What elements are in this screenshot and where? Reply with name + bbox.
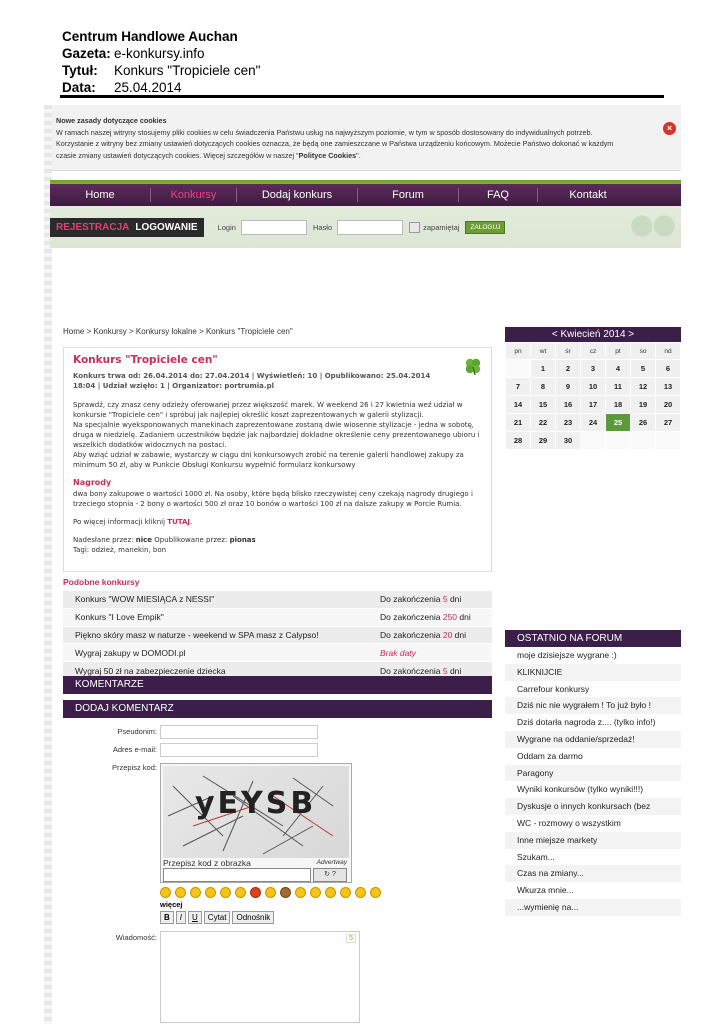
smiley-icon[interactable] bbox=[265, 887, 276, 898]
breadcrumb: Home > Konkursy > Konkursy lokalne > Konkurs "Tropiciele cen" bbox=[63, 327, 293, 336]
calendar-day[interactable]: 5 bbox=[631, 360, 655, 377]
forum-topic-link[interactable]: Wkurza mnie... bbox=[505, 882, 681, 899]
calendar-day[interactable]: 30 bbox=[556, 432, 580, 449]
smiley-icon[interactable] bbox=[190, 887, 201, 898]
calendar-day[interactable]: 21 bbox=[506, 414, 530, 431]
forum-topic-link[interactable]: Dyskusje o innych konkursach (bez bbox=[505, 798, 681, 815]
contest-deadline: Brak daty bbox=[380, 647, 416, 658]
login-input[interactable] bbox=[241, 220, 307, 235]
list-item[interactable] bbox=[63, 627, 492, 645]
article-paragraph-2: Na specjalnie wyeksponowanych manekinach zaprezentowane zostaną dwie wiosenne stylizacje - jedna w sobotę, druga w niedzielę. Zadaniem uczestników będzie jak najbardziej dokładne określenie ceny prezentowanego ubioru i wszelkich dodatków widocznych na postaci. bbox=[73, 421, 480, 449]
calendar-day[interactable]: 22 bbox=[531, 414, 555, 431]
forum-topic-link[interactable]: KLIKNIJCIE bbox=[505, 664, 681, 681]
calendar-day[interactable]: 10 bbox=[581, 378, 605, 395]
forum-topic-link[interactable]: Szukam... bbox=[505, 849, 681, 866]
more-smileys-link[interactable]: więcej bbox=[160, 900, 183, 909]
smiley-icon[interactable] bbox=[370, 887, 381, 898]
forum-topic-link[interactable]: Carrefour konkursy bbox=[505, 681, 681, 698]
article-meta-1: Konkurs trwa od: 26.04.2014 do: 27.04.2014 | Wyświetleń: 10 | Opublikowano: 25.04.2014 bbox=[73, 372, 431, 380]
tytul-value: Konkurs "Tropiciele cen" bbox=[114, 63, 261, 78]
login-label: Login bbox=[217, 222, 236, 232]
calendar-day-header: śr bbox=[556, 343, 580, 359]
header-divider bbox=[60, 95, 664, 98]
cookie-notice bbox=[52, 105, 681, 171]
forum-topic-link[interactable]: ...wymienię na... bbox=[505, 899, 681, 916]
contest-deadline: Do zakończenia 250 dni bbox=[380, 612, 471, 623]
calendar-empty-cell bbox=[631, 432, 655, 449]
underline-button[interactable]: U bbox=[188, 911, 202, 924]
cookie-line-3: czasie zmiany ustawień dotyczących cookies. Więcej szczegółów w naszej " bbox=[56, 150, 299, 160]
source-label: Centrum Handlowe Auchan bbox=[62, 29, 238, 44]
nick-input[interactable] bbox=[160, 725, 318, 739]
calendar-day[interactable]: 6 bbox=[656, 360, 680, 377]
calendar-empty-cell bbox=[581, 432, 605, 449]
contest-link[interactable]: Piękno skóry masz w naturze - weekend w SPA masz z Calypso! bbox=[75, 629, 319, 640]
login-bar bbox=[50, 216, 681, 238]
similar-contests-list bbox=[63, 591, 492, 680]
smiley-icon[interactable] bbox=[160, 887, 171, 898]
bold-button[interactable]: B bbox=[160, 911, 174, 924]
contest-link[interactable]: Konkurs "WOW MIESIĄCA z NESSI" bbox=[75, 594, 215, 605]
email-label: Adres e-mail: bbox=[112, 745, 157, 754]
monkey-smiley-icon[interactable] bbox=[280, 887, 291, 898]
smiley-icon[interactable] bbox=[205, 887, 216, 898]
more-info-link[interactable]: TUTAJ bbox=[167, 518, 191, 526]
calendar-day[interactable]: 28 bbox=[506, 432, 530, 449]
smiley-bar bbox=[160, 887, 381, 898]
prizes-heading: Nagrody bbox=[73, 478, 112, 487]
angry-smiley-icon[interactable] bbox=[250, 887, 261, 898]
calendar-empty-cell bbox=[506, 360, 530, 377]
nav-home[interactable]: Home bbox=[85, 189, 115, 201]
calendar-day[interactable]: 13 bbox=[656, 378, 680, 395]
calendar-day[interactable]: 9 bbox=[556, 378, 580, 395]
calendar-day[interactable]: 12 bbox=[631, 378, 655, 395]
approved-by-label: Opublikowane przez: bbox=[152, 536, 230, 544]
smiley-icon[interactable] bbox=[220, 887, 231, 898]
calendar-day[interactable]: 20 bbox=[656, 396, 680, 413]
captcha-adv: Advertway bbox=[316, 859, 347, 866]
contest-article bbox=[63, 347, 492, 572]
add-comment-header: DODAJ KOMENTARZ bbox=[63, 700, 492, 718]
list-item[interactable] bbox=[63, 609, 492, 627]
password-input[interactable] bbox=[337, 220, 403, 235]
italic-button[interactable]: I bbox=[176, 911, 186, 924]
captcha-image bbox=[163, 766, 349, 858]
calendar-day[interactable]: 19 bbox=[631, 396, 655, 413]
calendar-day-header: pt bbox=[606, 343, 630, 359]
smiley-icon[interactable] bbox=[325, 887, 336, 898]
calendar-empty-cell bbox=[606, 432, 630, 449]
smiley-icon[interactable] bbox=[340, 887, 351, 898]
smiley-icon[interactable] bbox=[355, 887, 366, 898]
list-item[interactable] bbox=[63, 644, 492, 662]
webpage-screenshot bbox=[44, 105, 681, 1024]
banner-decoration bbox=[625, 209, 681, 243]
cookie-policy-link[interactable]: Polityce Cookies bbox=[298, 150, 357, 160]
sent-by-label: Nadesłane przez: bbox=[73, 536, 136, 544]
calendar-day[interactable]: 3 bbox=[581, 360, 605, 377]
formatting-toolbar bbox=[160, 911, 274, 924]
calendar-day[interactable]: 1 bbox=[531, 360, 555, 377]
contest-link[interactable]: Wygraj zakupy w DOMODI.pl bbox=[75, 647, 186, 658]
calendar-day[interactable]: 2 bbox=[556, 360, 580, 377]
calendar-grid bbox=[505, 342, 681, 450]
document-header bbox=[62, 28, 260, 96]
forum-topic-link[interactable]: Inne miejsze markety bbox=[505, 832, 681, 849]
cookie-title: Nowe zasady dotyczące cookies bbox=[56, 116, 167, 125]
main-nav bbox=[50, 184, 681, 206]
list-item[interactable] bbox=[63, 591, 492, 609]
captcha-input[interactable] bbox=[163, 868, 311, 882]
calendar-day[interactable]: 25 bbox=[606, 414, 630, 431]
similar-contests-title: Podobne konkursy bbox=[63, 577, 140, 587]
article-paragraph-3: Aby wziąć udział w zabawie, wystarczy w ciągu dni konkursowych zrobić na terenie galerii handlowej zakupy za minimum 50 zł, aby w Punkcie Obsługi Konkursu wypełnić formularz konkursowy bbox=[73, 451, 464, 469]
calendar-day[interactable]: 24 bbox=[581, 414, 605, 431]
smiley-icon[interactable] bbox=[295, 887, 306, 898]
calendar-day-header: so bbox=[631, 343, 655, 359]
message-label: Wiadomość: bbox=[115, 933, 157, 942]
calendar-day[interactable]: 27 bbox=[656, 414, 680, 431]
calendar-day-header: pn bbox=[506, 343, 530, 359]
calendar-day[interactable]: 14 bbox=[506, 396, 530, 413]
calendar-day[interactable]: 8 bbox=[531, 378, 555, 395]
calendar-day[interactable]: 18 bbox=[606, 396, 630, 413]
nav-kontakt[interactable]: Kontakt bbox=[569, 189, 607, 201]
cookie-line-2: Korzystanie z witryny bez zmiany ustawień dotyczących cookies oznacza, że będą one zamieszczane w Państwa urządzeniu końcowym. Możecie Państwo dokonać w każdym bbox=[56, 139, 614, 148]
forum-topic-link[interactable]: Oddam za darmo bbox=[505, 748, 681, 765]
nav-dodaj-konkurs[interactable]: Dodaj konkurs bbox=[261, 189, 333, 201]
login-link[interactable]: LOGOWANIE bbox=[135, 218, 203, 237]
char-counter: 5 bbox=[346, 934, 356, 943]
calendar bbox=[505, 327, 681, 450]
article-meta-2: 18:04 | Udział wzięło: 1 | Organizator: portrumia.pl bbox=[73, 382, 274, 390]
remember-label: zapamiętaj bbox=[423, 222, 460, 232]
nick-label: Pseudonim: bbox=[117, 727, 157, 736]
article-tags: Tagi: odzież, manekin, bon bbox=[73, 546, 167, 554]
forum-topic-link[interactable]: Paragony bbox=[505, 765, 681, 782]
nav-konkursy[interactable]: Konkursy bbox=[170, 189, 217, 201]
calendar-title[interactable]: < Kwiecień 2014 > bbox=[505, 327, 681, 342]
forum-topic-link[interactable]: Dziś nic nie wygrałem ! To już było ! bbox=[505, 697, 681, 714]
forum-topic-link[interactable]: Dziś dotarła nagroda z.... (tylko info!) bbox=[505, 714, 681, 731]
captcha-text: yEYSB bbox=[195, 786, 317, 821]
login-submit-button[interactable]: ZALOGUJ bbox=[465, 221, 505, 234]
data-value: 25.04.2014 bbox=[114, 80, 182, 95]
captcha-caption: Przepisz kod z obrazka bbox=[163, 858, 251, 868]
cookie-line-3-end: ". bbox=[356, 150, 361, 160]
calendar-day[interactable]: 29 bbox=[531, 432, 555, 449]
nav-faq[interactable]: FAQ bbox=[486, 189, 509, 201]
cookie-line-1: W ramach naszej witryny stosujemy pliki cookies w celu świadczenia Państwu usług na najwyższym poziomie, w tym w sposób dostosowany do indywidualnych potrzeb. bbox=[56, 127, 593, 137]
approved-by-user[interactable]: pionas bbox=[229, 536, 256, 544]
captcha-refresh-button[interactable]: ↻ ? bbox=[313, 868, 347, 882]
calendar-day[interactable]: 16 bbox=[556, 396, 580, 413]
forum-topic-link[interactable]: moje dzisiejsze wygrane :) bbox=[505, 647, 681, 664]
link-button[interactable]: Odnośnik bbox=[232, 911, 274, 924]
contest-link[interactable]: Wygraj 50 zł na zabezpieczenie dziecka bbox=[75, 665, 226, 676]
comments-header: KOMENTARZE bbox=[63, 676, 492, 694]
calendar-day[interactable]: 7 bbox=[506, 378, 530, 395]
calendar-day[interactable]: 4 bbox=[606, 360, 630, 377]
gazeta-key: Gazeta: bbox=[62, 46, 111, 61]
calendar-day[interactable]: 23 bbox=[556, 414, 580, 431]
forum-list bbox=[505, 647, 681, 916]
remember-checkbox[interactable] bbox=[409, 222, 420, 233]
calendar-day-header: wt bbox=[531, 343, 555, 359]
calendar-day[interactable]: 26 bbox=[631, 414, 655, 431]
calendar-day-header: cz bbox=[581, 343, 605, 359]
forum-topic-link[interactable]: Wygrane na oddanie/sprzedaż! bbox=[505, 731, 681, 748]
forum-sidebar bbox=[505, 630, 681, 916]
captcha-box bbox=[160, 763, 352, 883]
calendar-day[interactable]: 17 bbox=[581, 396, 605, 413]
smiley-icon[interactable] bbox=[310, 887, 321, 898]
calendar-day-header: nd bbox=[656, 343, 680, 359]
more-info-dot: . bbox=[190, 518, 193, 526]
calendar-empty-cell bbox=[656, 432, 680, 449]
quote-button[interactable]: Cytat bbox=[204, 911, 231, 924]
close-icon[interactable]: × bbox=[663, 122, 676, 135]
code-label: Przepisz kod: bbox=[111, 763, 157, 772]
prizes-text: dwa bony zakupowe o wartości 1000 zł. Na osoby, które będą blisko rzeczywistej ceny czekają nagrody drugiego i trzeciego stopnia - 2 bony o wartości 500 zł oraz 10 bonów o wartości 100 zł na dalsze zakupy w Porcie Rumia. bbox=[73, 490, 473, 508]
password-label: Hasło bbox=[312, 222, 333, 232]
smiley-icon[interactable] bbox=[175, 887, 186, 898]
forum-title: OSTATNIO NA FORUM bbox=[505, 630, 681, 647]
nav-forum[interactable]: Forum bbox=[392, 189, 424, 201]
forum-topic-link[interactable]: Czas na zmiany... bbox=[505, 865, 681, 882]
contest-deadline: Do zakończenia 20 dni bbox=[380, 629, 467, 640]
article-title: Konkurs "Tropiciele cen" bbox=[73, 354, 218, 366]
message-textarea[interactable] bbox=[160, 931, 360, 1023]
forum-topic-link[interactable]: WC - rozmowy o wszystkim bbox=[505, 815, 681, 832]
calendar-day[interactable]: 15 bbox=[531, 396, 555, 413]
more-info-text: Po więcej informacji kliknij bbox=[73, 518, 168, 526]
contest-deadline: Do zakończenia 5 dni bbox=[380, 665, 462, 676]
gazeta-value: e-konkursy.info bbox=[114, 46, 205, 61]
contest-link[interactable]: Konkurs "I Love Empik" bbox=[75, 612, 164, 623]
tytul-key: Tytuł: bbox=[62, 63, 98, 78]
article-paragraph-1: Sprawdź, czy znasz ceny odzieży oferowanej przez większość marek. W weekend 26 i 27 kwietnia weź udział w konkursie "Tropiciele cen" i spróbuj jak najlepiej określić koszt zaprezentowanych w galerii stylizacji. bbox=[73, 401, 463, 419]
data-key: Data: bbox=[62, 80, 96, 95]
contest-deadline: Do zakończenia 5 dni bbox=[380, 594, 462, 605]
smiley-icon[interactable] bbox=[235, 887, 246, 898]
calendar-day[interactable]: 11 bbox=[606, 378, 630, 395]
clover-icon bbox=[463, 356, 483, 376]
forum-topic-link[interactable]: Wyniki konkursów (tylko wyniki!!!) bbox=[505, 781, 681, 798]
register-link[interactable]: REJESTRACJA bbox=[50, 218, 135, 237]
sent-by-user[interactable]: nice bbox=[135, 536, 153, 544]
email-input[interactable] bbox=[160, 743, 318, 757]
